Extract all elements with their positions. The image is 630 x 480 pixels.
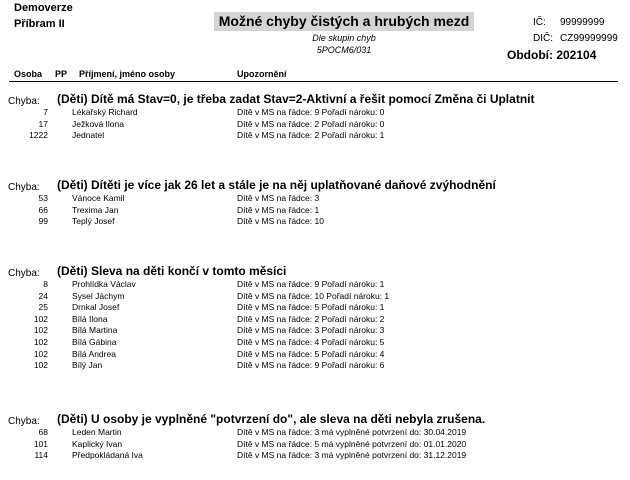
warning-text: Dítě v MS na řádce: 10 [237, 216, 324, 227]
warning-text: Dítě v MS na řádce: 4 Pořadí nároku: 5 [237, 337, 385, 347]
person-name: Drnkal Josef [72, 302, 120, 313]
person-id: 114 [34, 450, 48, 461]
warning-text: Dítě v MS na řádce: 2 Pořadí nároku: 1 [237, 130, 385, 141]
table-row [0, 360, 630, 371]
warning-text: Dítě v MS na řádce: 5 má vyplněné potvrzení do: 01.01.2020 [237, 438, 467, 449]
person-name: Jednatel [72, 130, 105, 141]
warning-text: Dítě v MS na řádce: 10 Pořadí nároku: 1 [237, 290, 390, 301]
warning-text: Dítě v MS na řádce: 2 Pořadí nároku: 0 [237, 118, 385, 129]
table-row [0, 205, 630, 216]
person-name: Bílá Martina [72, 325, 118, 336]
person-id: 99 [38, 216, 48, 227]
table-row [0, 439, 630, 450]
error-title: (Děti) U osoby je vyplněné "potvrzení do", ale sleva na děti nebyla zrušena. [57, 412, 486, 426]
person-name: Prohlídka Václav [72, 279, 136, 289]
table-row [0, 349, 630, 360]
table-row [0, 325, 630, 336]
col-name: Příjmení, jméno osoby [79, 69, 176, 79]
person-name: Bílá Gábina [72, 337, 117, 347]
person-id: 25 [38, 302, 48, 313]
warning-text: Dítě v MS na řádce: 3 [237, 193, 320, 203]
table-row [0, 193, 630, 204]
person-name: Ježková Ilona [72, 118, 124, 129]
warning-text: Dítě v MS na řádce: 3 má vyplněné potvrzení do: 30.04.2019 [237, 427, 467, 437]
error-label: Chyba: [8, 416, 40, 427]
table-row [0, 130, 630, 141]
person-name: Vánoce Kamil [72, 193, 125, 203]
person-name: Leden Martin [72, 427, 122, 437]
person-id: 1222 [29, 130, 48, 141]
ic-value: 99999999 [560, 17, 605, 28]
table-row [0, 216, 630, 227]
warning-text: Dítě v MS na řádce: 1 [237, 204, 320, 215]
warning-text: Dítě v MS na řádce: 5 Pořadí nároku: 4 [237, 348, 385, 359]
person-name: Sysel Jáchym [72, 290, 125, 301]
person-id: 102 [33, 337, 48, 347]
error-label: Chyba: [8, 96, 40, 107]
header-divider [9, 81, 618, 82]
warning-text: Dítě v MS na řádce: 9 Pořadí nároku: 6 [237, 360, 385, 371]
warning-text: Dítě v MS na řádce: 5 Pořadí nároku: 1 [237, 302, 385, 313]
company-name: Demoverze [14, 2, 73, 14]
error-label: Chyba: [8, 182, 40, 193]
person-id: 24 [38, 290, 48, 301]
report-title: Možné chyby čistých a hrubých mezd [214, 12, 474, 31]
person-name: Bílá Andrea [72, 348, 116, 359]
person-id: 102 [33, 348, 48, 359]
table-row [0, 302, 630, 313]
person-id: 68 [38, 427, 48, 437]
person-id: 102 [33, 313, 48, 324]
person-id: 66 [38, 204, 48, 215]
dic-value: CZ99999999 [560, 33, 618, 44]
table-row [0, 314, 630, 325]
warning-text: Dítě v MS na řádce: 2 Pořadí nároku: 2 [237, 313, 385, 324]
person-id: 7 [43, 107, 48, 117]
report-code: 5POCM6/031 [316, 45, 372, 55]
person-id: 101 [33, 438, 48, 449]
report-subtitle: Dle skupin chyb [312, 33, 376, 43]
table-row [0, 107, 630, 118]
table-row [0, 450, 630, 461]
error-label: Chyba: [8, 268, 40, 279]
table-row [0, 337, 630, 348]
warning-text: Dítě v MS na řádce: 9 Pořadí nároku: 0 [237, 107, 385, 117]
warning-text: Dítě v MS na řádce: 9 Pořadí nároku: 1 [237, 279, 385, 289]
table-row [0, 291, 630, 302]
person-name: Lékařský Richard [72, 107, 138, 117]
table-row [0, 427, 630, 438]
person-name: Bílý Jan [72, 360, 103, 371]
branch-name: Příbram II [14, 18, 65, 30]
person-name: Kaplický Ivan [72, 438, 123, 449]
col-pp: PP [55, 69, 68, 79]
person-id: 53 [38, 193, 48, 203]
person-id: 17 [38, 118, 48, 129]
person-id: 8 [43, 279, 48, 289]
error-title: (Děti) Dítě má Stav=0, je třeba zadat Stav=2-Aktivní a řešit pomocí Změna či Uplatnit [57, 92, 535, 106]
col-osoba: Osoba [14, 69, 43, 79]
period [507, 48, 596, 62]
person-name: Teplý Josef [72, 216, 115, 227]
table-row [0, 119, 630, 130]
person-id: 102 [33, 360, 48, 371]
person-name: Předpokládaná Iva [72, 450, 143, 461]
period-label: Období: [507, 48, 553, 62]
person-name: Bílá Ilona [72, 313, 108, 324]
warning-text: Dítě v MS na řádce: 3 má vyplněné potvrzení do: 31.12.2019 [237, 450, 467, 461]
warning-text: Dítě v MS na řádce: 3 Pořadí nároku: 3 [237, 325, 385, 336]
error-title: (Děti) Sleva na děti končí v tomto měsíci [57, 264, 287, 278]
period-value: 202104 [556, 48, 597, 62]
dic-label: DIČ: [533, 33, 553, 44]
col-warning: Upozornění [237, 69, 287, 79]
ic-label: IČ: [533, 17, 546, 28]
person-id: 102 [33, 325, 48, 336]
person-name: Trexima Jan [72, 204, 119, 215]
table-row [0, 279, 630, 290]
error-title: (Děti) Dítěti je více jak 26 let a stále je na něj uplatňované daňové zvýhodnění [57, 178, 496, 192]
